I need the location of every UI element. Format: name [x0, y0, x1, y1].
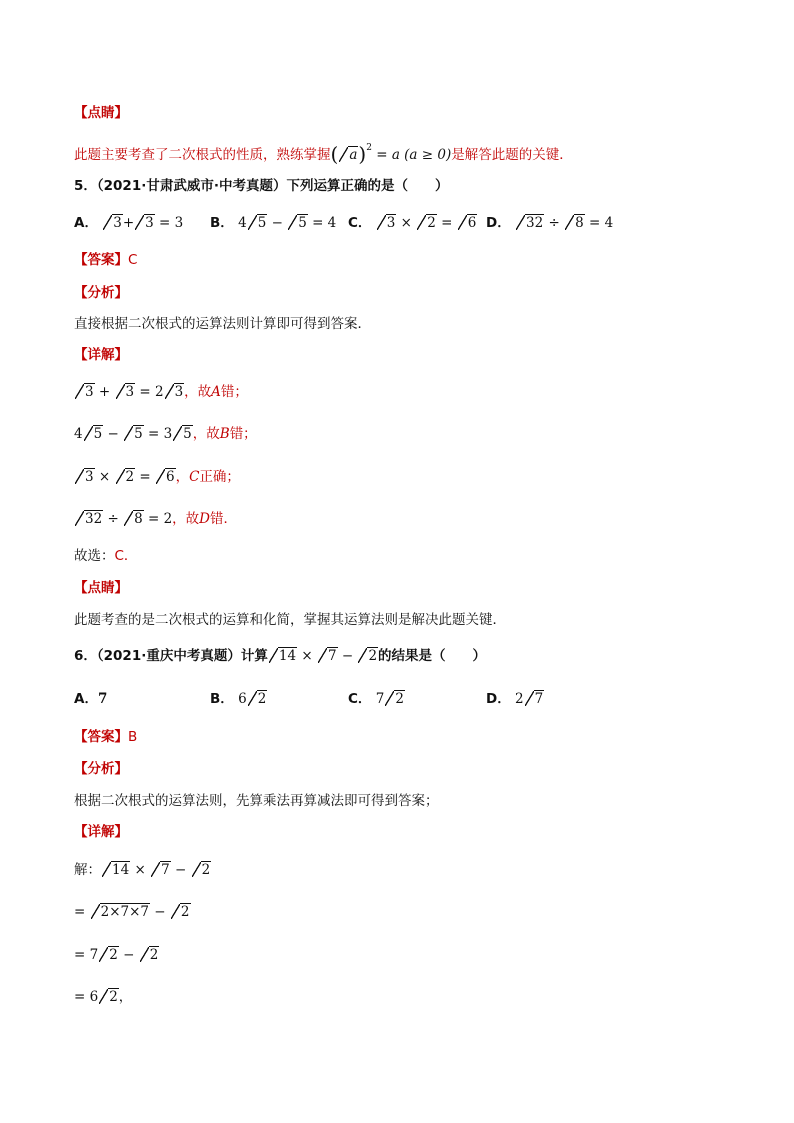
q6-expression: 14 × 7 − 2 — [268, 648, 378, 664]
q5-option-a: A． 3+ 3 = 3 — [74, 215, 184, 231]
q5-option-d: D． 32 ÷ 8 = 4 — [486, 215, 614, 231]
dianjing-tag-1 — [74, 103, 128, 123]
tag-label: 【点睛】 — [74, 105, 128, 121]
q6-analysis-text: 根据二次根式的运算法则，先算乘法再算减法即可得到答案； — [74, 793, 439, 809]
q5-detail-line-1: 3 + 3 = 2 3，故A错； — [74, 382, 248, 402]
rhs-condition: = a (a ≥ 0) — [376, 147, 452, 163]
q6-option-d: D． 2 7 — [486, 691, 544, 707]
q6-option-a: A．7 — [74, 691, 108, 707]
q6-answer-value: B — [128, 729, 138, 745]
q5-answer-value: C — [128, 252, 138, 268]
sqrt-a-squared: ( a)$^2$ = a (a ≥ 0) — [330, 142, 452, 166]
q6-step-1: 解： 14 × 7 − 2 — [74, 862, 211, 878]
q5-option-b: B． 4 5 − 5 = 4 — [210, 215, 337, 231]
q6-step-4: = 6 2， — [74, 989, 133, 1005]
q5-detail-line-2: 4 5 − 5 = 3 5，故B错； — [74, 426, 257, 442]
dianjing-text-after: 是解答此题的关键． — [451, 147, 573, 163]
q5-answer: 【答案】C — [74, 252, 138, 268]
q6-option-c: C． 7 2 — [348, 691, 404, 707]
dianjing-text-before: 此题主要考查了二次根式的性质，熟练掌握 — [74, 147, 331, 163]
question-5-title: 5．（2021·甘肃武威市·中考真题）下列运算正确的是（ ） — [74, 178, 449, 194]
dianjing-text-1 — [74, 138, 573, 165]
q6-analysis-tag: 【分析】 — [74, 761, 128, 777]
q6-answer: 【答案】B — [74, 729, 138, 745]
q5-detail-line-3: 3 × 2 = 6，C正确； — [74, 467, 240, 487]
q5-analysis-text: 直接根据二次根式的运算法则计算即可得到答案． — [74, 316, 371, 332]
q5-dianjing-tag: 【点睛】 — [74, 580, 128, 596]
q6-step-2: = 2×7×7 − 2 — [74, 904, 190, 920]
q5-option-c: C． 3 × 2 = 6 — [348, 215, 477, 231]
q6-option-b: B． 6 2 — [210, 691, 267, 707]
q5-analysis-tag: 【分析】 — [74, 285, 128, 301]
q5-choose-letter: C． — [114, 548, 138, 564]
question-6-title: 6．（2021·重庆中考真题）计算 14 × 7 − 2的结果是（ ） — [74, 648, 487, 664]
q5-detail-line-4: 32 ÷ 8 = 2，故D错． — [74, 509, 237, 529]
q5-detail-tag: 【详解】 — [74, 347, 128, 363]
q6-detail-tag: 【详解】 — [74, 824, 128, 840]
q6-step-3: = 7 2 − 2 — [74, 947, 159, 963]
q5-choose: 故选：C． — [74, 548, 138, 564]
q5-dianjing-text: 此题考查的是二次根式的运算和化简，掌握其运算法则是解决此题关键． — [74, 612, 506, 628]
